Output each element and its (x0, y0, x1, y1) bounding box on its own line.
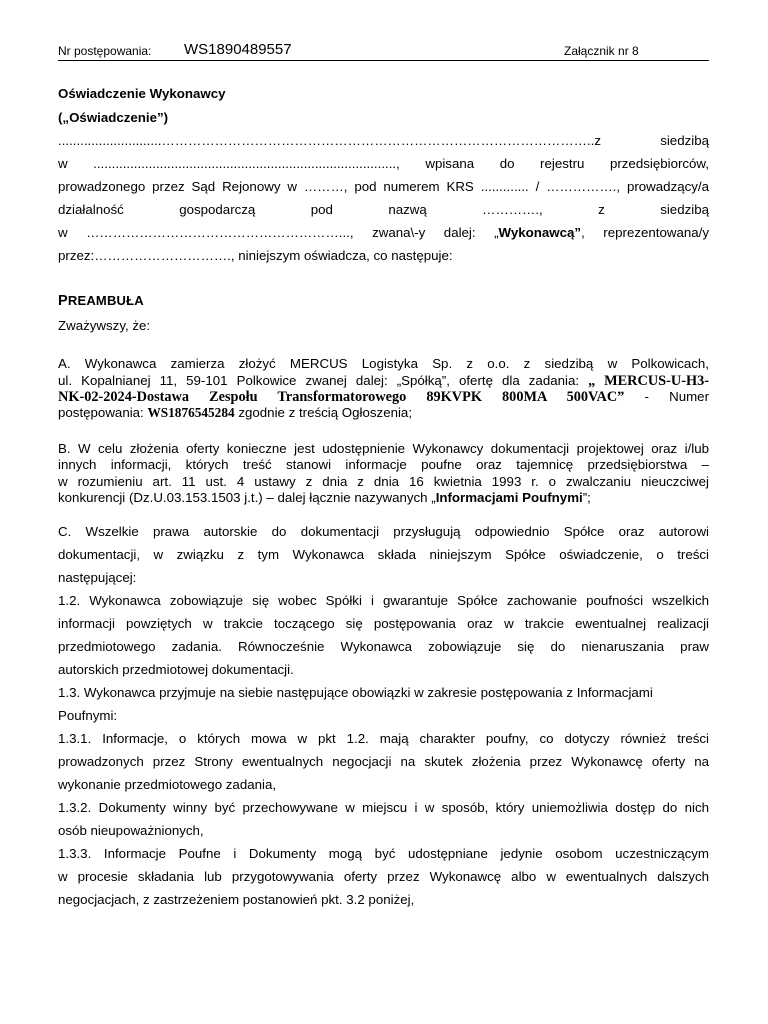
section-c-line: prowadzonych przez Strony ewentualnych negocjacji na skutek złożenia przez Wykonawcę oferty na (58, 754, 709, 769)
page-header (58, 40, 709, 61)
section-c-line: osób nieupoważnionych, (58, 823, 204, 838)
attachment-label: Załącznik nr 8 (564, 44, 639, 58)
intro-text: w …………………………………………………..., zwana\-y dalej: „ (58, 225, 499, 240)
section-c-line: następującej: (58, 570, 137, 585)
section-b-line: B. W celu złożenia oferty konieczne jest udostępnienie Wykonawcy dokumentacji projektowej oraz i/lub (58, 441, 709, 456)
intro-line: prowadzonego przez Sąd Rejonowy w ………, pod numerem KRS ............. / ……………., prowadzący/a (58, 179, 709, 194)
section-a-text: - Numer (624, 389, 709, 404)
section-a-line (58, 389, 709, 405)
section-b-line: innych informacji, których treść stanowi informacje poufne oraz tajemnicę przedsiębiorstwa – (58, 457, 709, 472)
task-name: „ MERCUS-U-H3- (588, 373, 709, 389)
section-c-line: autorskich przedmiotowej dokumentacji. (58, 662, 294, 677)
preamble-heading-rest: REAMBUŁA (67, 293, 144, 308)
document-title: Oświadczenie Wykonawcy (58, 86, 226, 101)
section-b-text: ”; (582, 490, 591, 505)
section-c-line: 1.3.1. Informacje, o których mowa w pkt 1.2. mają charakter poufny, co dotyczy również treści (58, 731, 709, 746)
whereas-line: Zważywszy, że: (58, 318, 151, 333)
intro-text: , reprezentowana/y (581, 225, 709, 240)
section-c-line: 1.3.2. Dokumenty winny być przechowywane w miejscu i w sposób, który uniemożliwia dostęp do nich (58, 800, 709, 815)
section-b-line (58, 490, 591, 506)
section-a-text: postępowania: (58, 405, 148, 420)
intro-line: przez:…………………………., niniejszym oświadcza, co następuje: (58, 248, 453, 263)
case-number: WS1890489557 (184, 41, 292, 58)
preamble-heading (58, 293, 144, 309)
section-c-line: Poufnymi: (58, 708, 118, 723)
procedure-number: WS1876545284 (147, 405, 235, 420)
section-a-text: ul. Kopalnianej 11, 59-101 Polkowice zwanej dalej: „Spółką”, ofertę dla zadania: (58, 373, 589, 388)
intro-line: w .................................................................................., wpisana do rejestru przedsiębiorców, (58, 156, 709, 171)
intro-line: ............................……………………………………………………………………………………..z siedzibą (58, 133, 709, 148)
intro-line: działalność gospodarczą pod nazwą …………., z siedzibą (58, 202, 709, 217)
task-name: NK-02-2024-Dostawa Zespołu Transformatorowego 89KVPK 800MA 500VAC” (58, 389, 625, 405)
section-b-line: w rozumieniu art. 11 ust. 4 ustawy z dnia z dnia 16 kwietnia 1993 r. o zwalczaniu nieuczciwej (58, 474, 709, 489)
section-c-line: 1.2. Wykonawca zobowiązuje się wobec Spółki i gwarantuje Spółce zachowanie poufności wszelkich (58, 593, 709, 608)
section-c-line: dokumentacji, w związku z tym Wykonawca składa niniejszym Spółce oświadczenie, o treści (58, 547, 709, 562)
section-c-line: w procesie składania lub przygotowywania oferty przez Wykonawcę albo w ewentualnych dalszych (58, 869, 709, 884)
section-a-text: zgodnie z treścią Ogłoszenia; (234, 405, 413, 420)
section-a-line (58, 405, 412, 421)
section-c-line: 1.3. Wykonawca przyjmuje na siebie następujące obowiązki w zakresie postępowania z Informacjami (58, 685, 653, 700)
section-a-line: A. Wykonawca zamierza złożyć MERCUS Logistyka Sp. z o.o. z siedzibą w Polkowicach, (58, 356, 709, 371)
section-c-line: informacji powziętych w trakcie toczącego się postępowania oraz w trakcie ewentualnej realizacji (58, 616, 709, 631)
section-c-line: negocjacjach, z zastrzeżeniem postanowień pkt. 3.2 poniżej, (58, 892, 415, 907)
section-c-line: 1.3.3. Informacje Poufne i Dokumenty mogą być udostępniane jedynie osobom uczestniczącym (58, 846, 709, 861)
document-subtitle: („Oświadczenie”) (58, 110, 169, 125)
confidential-info-term: Informacjami Poufnymi (435, 490, 583, 505)
section-b-text: konkurencji (Dz.U.03.153.1503 j.t.) – dalej łącznie nazywanych „ (58, 490, 436, 505)
section-c-line: C. Wszelkie prawa autorskie do dokumentacji przysługują odpowiednio Spółce oraz autorowi (58, 524, 709, 539)
case-number-label: Nr postępowania: (58, 44, 152, 58)
preamble-heading-initial: P (58, 293, 68, 309)
section-c-line: przedmiotowego zadania. Równocześnie Wykonawca zobowiązuje się do nienaruszania praw (58, 639, 709, 654)
intro-line (58, 225, 709, 241)
section-a-line (58, 373, 709, 389)
section-c-line: wykonanie przedmiotowego zadania, (58, 777, 277, 792)
contractor-term: Wykonawcą” (498, 225, 582, 240)
